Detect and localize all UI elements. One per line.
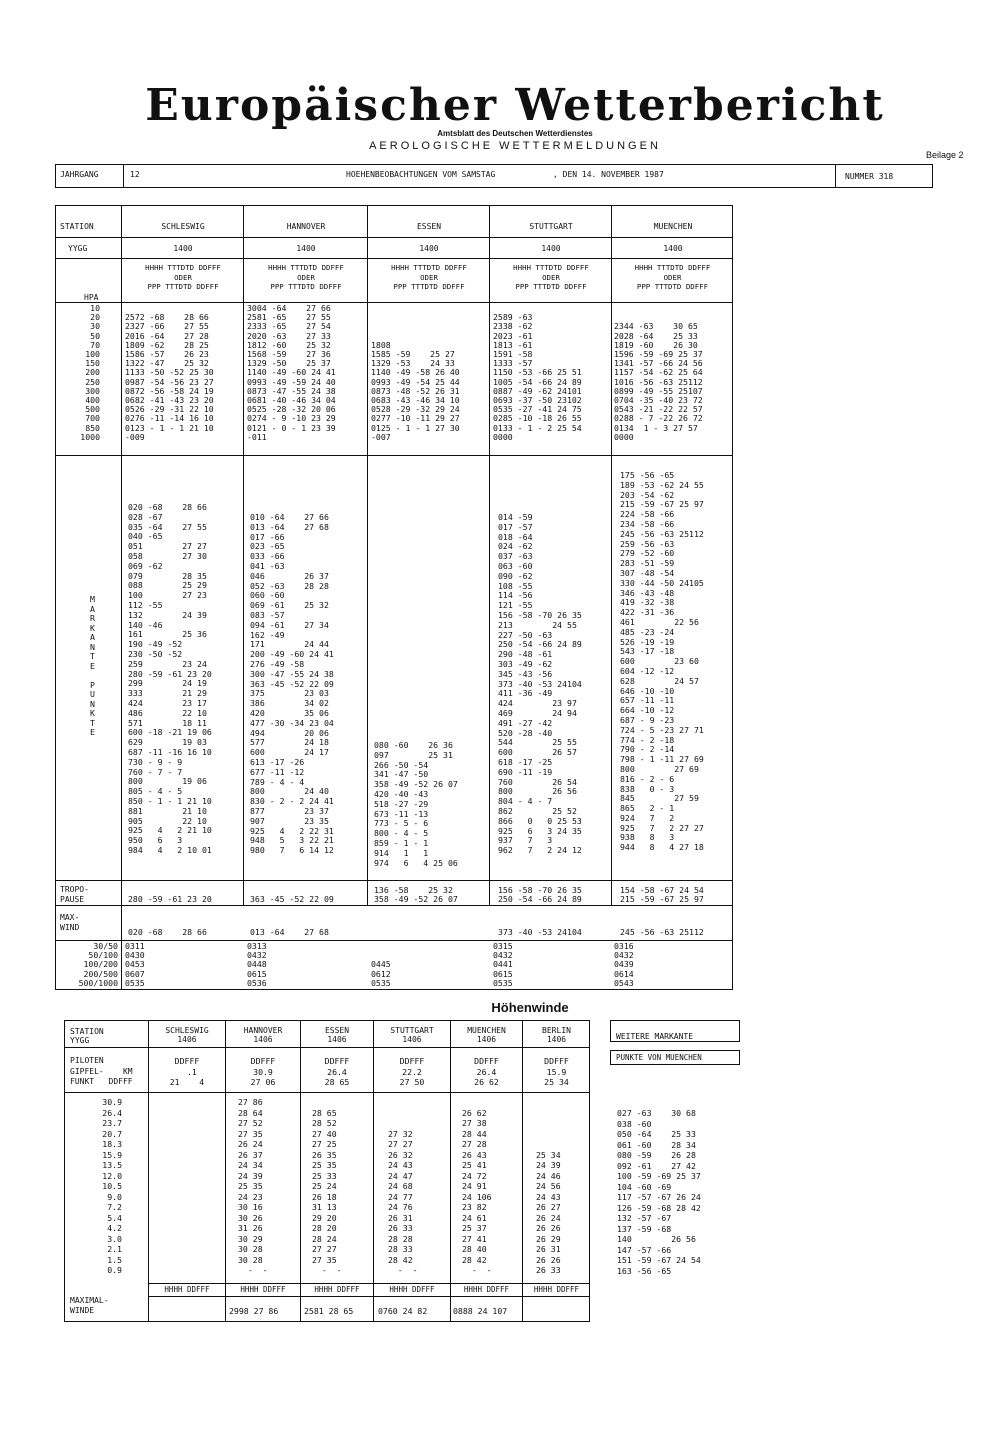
tropopause-label: TROPO- PAUSE bbox=[60, 885, 89, 904]
std-levels: 1808 1585 -59 25 27 1329 -53 24 33 1140 -49 -58 26 40 0993 -49 -54 25 44 0873 -48 -52 26 31 0683 -43 -46 34 10 0528 -29 -32 29 24 0277 -10 -11 29 27 0125 - 1 - 1 27 30 -007 bbox=[371, 339, 460, 442]
maxwind-label: MAX- WIND bbox=[60, 913, 80, 932]
col-divider bbox=[121, 205, 122, 990]
col-head-2: ODER bbox=[420, 272, 438, 282]
col-head-2: ODER bbox=[663, 272, 682, 282]
col-head-1: HHHH TTTDTD DDFFF bbox=[391, 263, 467, 272]
wind-station-name: HANNOVER 1406 bbox=[243, 1026, 283, 1044]
section-title: AEROLOGISCHE WETTERMELDUNGEN bbox=[369, 140, 661, 152]
km-levels: 30.9 26.4 23.7 20.7 18.3 15.9 13.5 12.0 10.5 9.0 7.2 5.4 4.2 3.0 2.1 1.5 0.9 bbox=[102, 1097, 122, 1275]
pilot-data: DDFFF .1 21 4 bbox=[169, 1056, 205, 1087]
thickness-data: 0445 0612 0535 bbox=[371, 959, 391, 988]
col-head bbox=[490, 263, 612, 292]
row-divider bbox=[55, 905, 733, 906]
merkmale-label: M A R K A N T E P U N K T E bbox=[90, 594, 95, 737]
info-divider bbox=[835, 164, 836, 188]
tropopause-data: 280 -59 -61 23 20 bbox=[128, 894, 212, 905]
row-divider bbox=[55, 258, 733, 259]
sig-levels: 175 -56 -65 189 -53 -62 24 55 203 -54 -62 215 -59 -67 25 97 224 -58 -66 234 -58 -66 245 -56 -63 25112 259 -56 -63 279 -52 -60 283 -51 -59 307 -48 -54 330 -44 -50 24105 346 -43 -48 419 -32 -38 422 -31 -36 461 22 56 485 -23 -24 526 -19 -19 543 -17 -18 600 23 60 604 -12 -12 628 24 57 646 -10 -10 657 -11 -11 664 -10 -12 687 - 9 -23 724 - 5 -23 27 71 774 - 2 -18 790 - 2 -14 798 - 1 -11 27 69 800 27 69 816 - 2 - 6 838 0 - 3 845 27 59 865 2 - 1 924 7 2 925 7 2 27 27 938 8 3 944 8 4 27 18 bbox=[620, 470, 704, 853]
std-levels: 2572 -68 28 66 2327 -66 27 55 2016 -64 27 28 1809 -62 28 25 1586 -57 26 23 1322 -47 25 32 1133 -50 -52 25 30 0987 -54 -56 23 27 0872 -56 -58 24 19 0682 -41 -43 23 20 0526 -29 -31 22 10 0276 -11 -14 16 10 0123 - 1 - 1 21 10 -009 bbox=[125, 312, 214, 442]
pilot-data: DDFFF 26.4 26 62 bbox=[474, 1056, 499, 1087]
thickness-labels: 30/50 50/100 100/200 200/500 500/1000 bbox=[78, 941, 118, 988]
weitere-data: 027 -63 30 68 038 -60 050 -64 25 33 061 -60 28 34 080 -59 26 28 092 -61 27 42 100 -59 -69 25 37 104 -60 -69 117 -57 -67 26 24 126 -59 -68 28 42 132 -57 -67 137 -59 -68 140 26 56 147 -57 -66 151 -59 -67 24 54 163 -56 -65 bbox=[617, 1108, 701, 1276]
station-name: ESSEN bbox=[416, 222, 442, 231]
sig-levels: 014 -59 017 -57 018 -64 024 -62 037 -63 063 -60 090 -62 108 -55 114 -56 121 -55 156 -58 -70 26 35 213 24 55 227 -50 -63 250 -54 -66 24 89 290 -48 -61 303 -49 -62 345 -43 -56 373 -40 -53 24104 411 -36 -49 424 23 97 469 24 94 491 -27 -42 520 -28 -40 544 25 55 600 26 57 618 -17 -25 690 -11 -19 760 26 54 800 26 56 804 - 4 - 7 862 25 52 866 0 0 25 53 925 6 3 24 35 937 7 3 962 7 2 24 12 bbox=[498, 512, 582, 856]
wind-data: 26 62 27 38 28 44 27 28 26 43 25 41 24 72 24 91 24 106 23 82 24 61 25 37 27 41 28 40 28 42 - - bbox=[462, 1107, 492, 1275]
std-levels: 2344 -63 30 65 2028 -64 25 33 1819 -60 26 30 1596 -59 -69 25 37 1341 -57 -66 24 56 1157 -54 -62 25 64 1016 -56 -63 25112 0899 -49 -55 25107 0704 -35 -40 23 72 0543 -21 -22 22 57 0288 - 7 -22 26 72 0134 1 - 3 27 57 0000 bbox=[614, 321, 703, 442]
max-head: HHHH DDFFF bbox=[463, 1285, 510, 1294]
row-divider bbox=[55, 455, 733, 456]
pilot-data: DDFFF 22.2 27 50 bbox=[399, 1056, 425, 1087]
thickness-data: 0316 0432 0439 0614 0543 bbox=[614, 941, 634, 988]
wind-station-name: BERLIN 1406 bbox=[542, 1026, 571, 1044]
thickness-data: 0313 0432 0448 0615 0536 bbox=[247, 941, 267, 988]
thickness-data: 0311 0430 0453 0607 0535 bbox=[125, 941, 145, 988]
station-yygg: 1400 bbox=[173, 244, 193, 253]
beilage-label: Beilage 2 bbox=[926, 150, 964, 160]
wind-data: 27 86 28 64 27 52 27 35 26 24 26 37 24 34 24 39 25 35 24 23 30 16 30 26 31 26 30 29 30 28 30 28 - - bbox=[238, 1097, 268, 1275]
hpa-label: HPA bbox=[84, 293, 99, 302]
wind-data: 28 65 28 52 27 40 27 25 26 35 25 35 25 33 25 24 26 18 31 13 29 20 28 20 28 24 27 27 27 35 - - bbox=[312, 1107, 342, 1275]
col-head bbox=[244, 263, 368, 292]
row-divider bbox=[148, 1283, 590, 1284]
winds-station-label: STATION YYGG bbox=[70, 1027, 104, 1045]
pressure-levels: 10 20 30 50 70 100 150 200 250 300 400 500 700 850 1000 bbox=[80, 303, 100, 442]
sig-levels: 010 -64 27 66 013 -64 27 68 017 -66 023 -65 033 -66 041 -63 046 26 37 052 -63 28 28 060 -60 069 -61 25 32 083 -57 094 -61 27 34 162 -49 171 24 44 200 -49 -60 24 41 276 -49 -58 300 -47 -55 24 38 363 -45 -52 22 09 375 23 03 386 34 02 420 35 06 477 -30 -34 23 04 494 20 06 577 24 18 600 24 17 613 -17 -26 677 -11 -12 789 - 4 - 4 800 24 40 830 - 2 - 2 24 41 877 23 37 907 23 35 925 4 2 22 31 948 5 3 22 21 980 7 6 14 12 bbox=[250, 512, 334, 856]
col-head-3: PPP TTTDTD DDFFF bbox=[636, 282, 709, 291]
thickness-data: 0315 0432 0441 0615 0535 bbox=[493, 941, 513, 988]
std-levels: 3004 -64 27 66 2581 -65 27 55 2333 -65 27 54 2020 -63 27 33 1812 -60 25 32 1568 -59 27 36 1329 -50 25 37 1140 -49 -60 24 41 0993 -49 -59 24 40 0873 -47 -55 24 38 0681 -40 -46 34 04 0525 -28 -32 20 06 0274 - 9 -10 23 29 0121 - 0 - 1 23 39 -011 bbox=[247, 303, 336, 442]
col-head-1: HHHH TTTDTD DDFFF bbox=[268, 263, 344, 272]
wind-station-name: STUTTGART 1406 bbox=[390, 1026, 434, 1044]
station-name: SCHLESWIG bbox=[161, 222, 205, 231]
row-divider bbox=[64, 1092, 590, 1093]
pilot-data: DDFFF 30.9 27 06 bbox=[250, 1056, 276, 1087]
pilot-data: DDFFF 15.9 25 34 bbox=[544, 1056, 569, 1087]
yygg-label: YYGG bbox=[68, 244, 88, 253]
pilot-data: DDFFF 26.4 28 65 bbox=[324, 1056, 350, 1087]
page-title: Europäischer Wetterbericht bbox=[145, 80, 885, 131]
col-divider bbox=[243, 205, 244, 905]
col-head bbox=[612, 263, 733, 292]
sig-levels: 020 -68 28 66 028 -67 035 -64 27 55 040 -65 051 27 27 058 27 30 069 -62 079 28 35 088 25 29 100 27 23 112 -55 132 24 39 140 -46 161 25 36 190 -49 -52 230 -50 -52 259 23 24 280 -59 -61 23 20 299 24 19 333 21 29 424 23 17 486 22 10 571 18 11 600 -18 -21 19 06 629 19 03 687 -11 -16 16 10 730 - 9 - 9 760 - 7 - 7 800 19 06 805 - 4 - 5 850 - 1 - 1 21 10 881 21 10 905 22 10 925 4 2 21 10 950 6 3 984 4 2 10 01 bbox=[128, 502, 212, 855]
jahrgang-value: 12 bbox=[130, 170, 140, 179]
row-divider bbox=[55, 302, 733, 303]
station-yygg: 1400 bbox=[419, 244, 439, 253]
col-head-1: HHHH TTTDTD DDFFF bbox=[145, 263, 221, 272]
col-head-3: PPP TTTDTD DDFFF bbox=[270, 282, 342, 291]
max-head: HHHH DDFFF bbox=[533, 1285, 580, 1294]
jahrgang-label: JAHRGANG bbox=[60, 170, 99, 179]
maxwind-data: 020 -68 28 66 bbox=[128, 927, 207, 937]
wind-data: 27 32 27 27 26 32 24 43 24 47 24 68 24 77 24 76 26 31 26 33 28 28 28 33 28 42 - - bbox=[388, 1128, 418, 1275]
station-yygg: 1400 bbox=[663, 244, 683, 253]
obs-label: HOEHENBEOBACHTUNGEN VOM SAMSTAG bbox=[346, 170, 496, 179]
tropopause-data: 156 -58 -70 26 35 250 -54 -66 24 89 bbox=[498, 885, 582, 905]
max-wind: 0888 24 107 bbox=[453, 1306, 508, 1316]
pilot-label: PILOTEN GIPFEL- KM FUNKT DDFFF bbox=[70, 1056, 133, 1086]
col-head-1: HHHH TTTDTD DDFFF bbox=[634, 263, 711, 272]
col-head-3: PPP TTTDTD DDFFF bbox=[515, 282, 587, 291]
nummer: NUMMER 318 bbox=[845, 172, 894, 181]
col-head-2: ODER bbox=[542, 272, 560, 282]
max-head: HHHH DDFFF bbox=[164, 1285, 210, 1294]
max-wind: 2581 28 65 bbox=[304, 1306, 354, 1316]
station-yygg: 1400 bbox=[296, 244, 316, 253]
info-divider bbox=[123, 164, 124, 188]
col-divider bbox=[367, 205, 368, 905]
wind-data: 25 34 24 39 24 46 24 56 24 43 26 27 26 24 26 26 26 29 26 31 26 26 26 33 bbox=[536, 1149, 561, 1275]
punkte-label: PUNKTE VON MUENCHEN bbox=[616, 1053, 702, 1062]
maxwind-data: 013 -64 27 68 bbox=[250, 927, 329, 937]
tropopause-data: 154 -58 -67 24 54 215 -59 -67 25 97 bbox=[620, 885, 704, 905]
wind-station-name: MUENCHEN 1406 bbox=[467, 1026, 506, 1044]
wind-station-name: SCHLESWIG 1406 bbox=[165, 1026, 209, 1044]
maxwinde-label: MAXIMAL- WINDE bbox=[70, 1296, 109, 1315]
max-wind: 2998 27 86 bbox=[229, 1306, 279, 1316]
col-head-1: HHHH TTTDTD DDFFF bbox=[513, 263, 589, 272]
col-divider bbox=[489, 205, 490, 905]
subtitle: Amtsblatt des Deutschen Wetterdienstes bbox=[437, 129, 593, 138]
col-head-3: PPP TTTDTD DDFFF bbox=[393, 282, 465, 291]
row-divider bbox=[148, 1296, 590, 1297]
obs-date: , DEN 14. NOVEMBER 1987 bbox=[553, 170, 664, 179]
col-head-3: PPP TTTDTD DDFFF bbox=[147, 282, 219, 291]
maxwind-data: 245 -56 -63 25112 bbox=[620, 927, 704, 937]
station-name: STUTTGART bbox=[529, 222, 573, 231]
col-head-2: ODER bbox=[297, 272, 315, 282]
row-divider bbox=[55, 237, 733, 238]
station-name: MUENCHEN bbox=[653, 222, 693, 231]
tropopause-data: 136 -58 25 32 358 -49 -52 26 07 bbox=[374, 885, 458, 905]
wind-station-name: ESSEN 1406 bbox=[324, 1026, 350, 1044]
hoehenwinde-title: Höhenwinde bbox=[491, 1000, 569, 1015]
row-divider bbox=[55, 880, 733, 881]
sig-levels: 080 -60 26 36 097 25 31 266 -50 -54 341 -47 -50 358 -49 -52 26 07 420 -40 -43 518 -27 -29 673 -11 -13 773 - 5 - 6 800 - 4 - 5 859 - 1 - 1 914 1 1 974 6 4 25 06 bbox=[374, 740, 458, 868]
station-label: STATION bbox=[60, 222, 94, 231]
max-head: HHHH DDFFF bbox=[240, 1285, 286, 1294]
col-head-2: ODER bbox=[174, 272, 192, 282]
max-head: HHHH DDFFF bbox=[389, 1285, 435, 1294]
col-divider bbox=[611, 205, 612, 905]
col-head bbox=[122, 263, 244, 292]
col-head bbox=[368, 263, 490, 292]
max-wind: 0760 24 82 bbox=[378, 1306, 428, 1316]
station-yygg: 1400 bbox=[541, 244, 561, 253]
tropopause-data: 363 -45 -52 22 09 bbox=[250, 894, 334, 905]
row-divider bbox=[64, 1047, 590, 1048]
station-name: HANNOVER bbox=[286, 222, 326, 231]
maxwind-data: 373 -40 -53 24104 bbox=[498, 927, 582, 937]
max-head: HHHH DDFFF bbox=[314, 1285, 360, 1294]
weitere-label: WEITERE MARKANTE bbox=[616, 1032, 694, 1041]
std-levels: 2589 -63 2338 -62 2023 -61 1813 -61 1591 -58 1333 -57 1150 -53 -66 25 51 1005 -54 -66 24 89 0887 -49 -62 24101 0693 -37 -50 23102 0535 -27 -41 24 75 0285 -10 -18 26 55 0133 - 1 - 2 25 54 0000 bbox=[493, 312, 582, 442]
